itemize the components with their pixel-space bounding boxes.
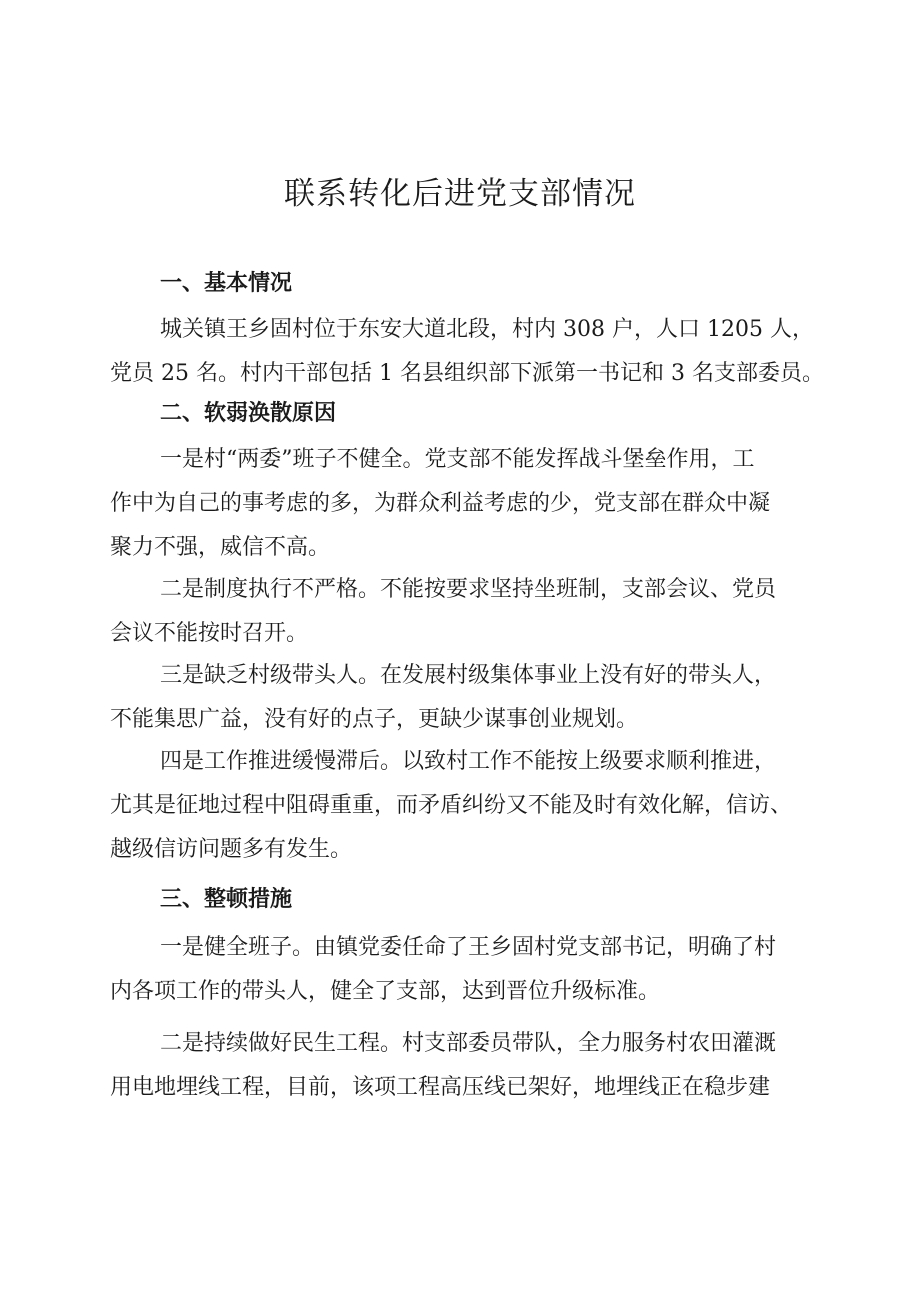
paragraph [110, 740, 830, 872]
paragraph [110, 568, 830, 656]
paragraph-line: 越级信访问题多有发生。 [110, 837, 353, 862]
paragraph-line: 党员 25 名。村内干部包括 1 名县组织部下派第一书记和 3 名支部委员。 [110, 361, 824, 386]
paragraph-line: 作中为自己的事考虑的多，为群众利益考虑的少，党支部在群众中凝 [110, 491, 771, 516]
paragraph-line: 一是健全班子。由镇党委任命了王乡固村党支部书记，明确了村 [160, 935, 777, 960]
paragraph-line: 一是村“两委”班子不健全。党支部不能发挥战斗堡垒作用，工 [160, 447, 755, 472]
paragraph [110, 654, 830, 742]
paragraph-line: 尤其是征地过程中阻碍重重，而矛盾纠纷又不能及时有效化解，信访、 [110, 793, 793, 818]
paragraph-line: 用电地埋线工程，目前，该项工程高压线已架好，地埋线正在稳步建 [110, 1075, 771, 1100]
paragraph [110, 308, 830, 396]
paragraph-line: 二是持续做好民生工程。村支部委员带队，全力服务村农田灌溉 [160, 1031, 777, 1056]
paragraph-line: 城关镇王乡固村位于东安大道北段，村内 308 户，人口 1205 人， [160, 317, 814, 342]
section-heading-basic-info: 一、基本情况 [160, 271, 293, 296]
paragraph [110, 1022, 830, 1110]
paragraph-line: 会议不能按时召开。 [110, 621, 309, 646]
paragraph-line: 内各项工作的带头人，健全了支部，达到晋位升级标准。 [110, 979, 661, 1004]
paragraph-line: 二是制度执行不严格。不能按要求坚持坐班制，支部会议、党员 [160, 577, 777, 602]
paragraph-line: 聚力不强，威信不高。 [110, 535, 331, 560]
paragraph-line: 三是缺乏村级带头人。在发展村级集体事业上没有好的带头人， [160, 663, 777, 688]
section-heading-rectification-measures: 三、整顿措施 [160, 887, 293, 912]
section-heading-weakness-causes: 二、软弱涣散原因 [160, 401, 337, 426]
paragraph-line: 四是工作推进缓慢滞后。以致村工作不能按上级要求顺利推进， [160, 749, 777, 774]
document-title: 联系转化后进党支部情况 [284, 176, 636, 212]
paragraph-line: 不能集思广益，没有好的点子，更缺少谋事创业规划。 [110, 707, 639, 732]
paragraph [110, 438, 830, 570]
paragraph [110, 926, 830, 1014]
